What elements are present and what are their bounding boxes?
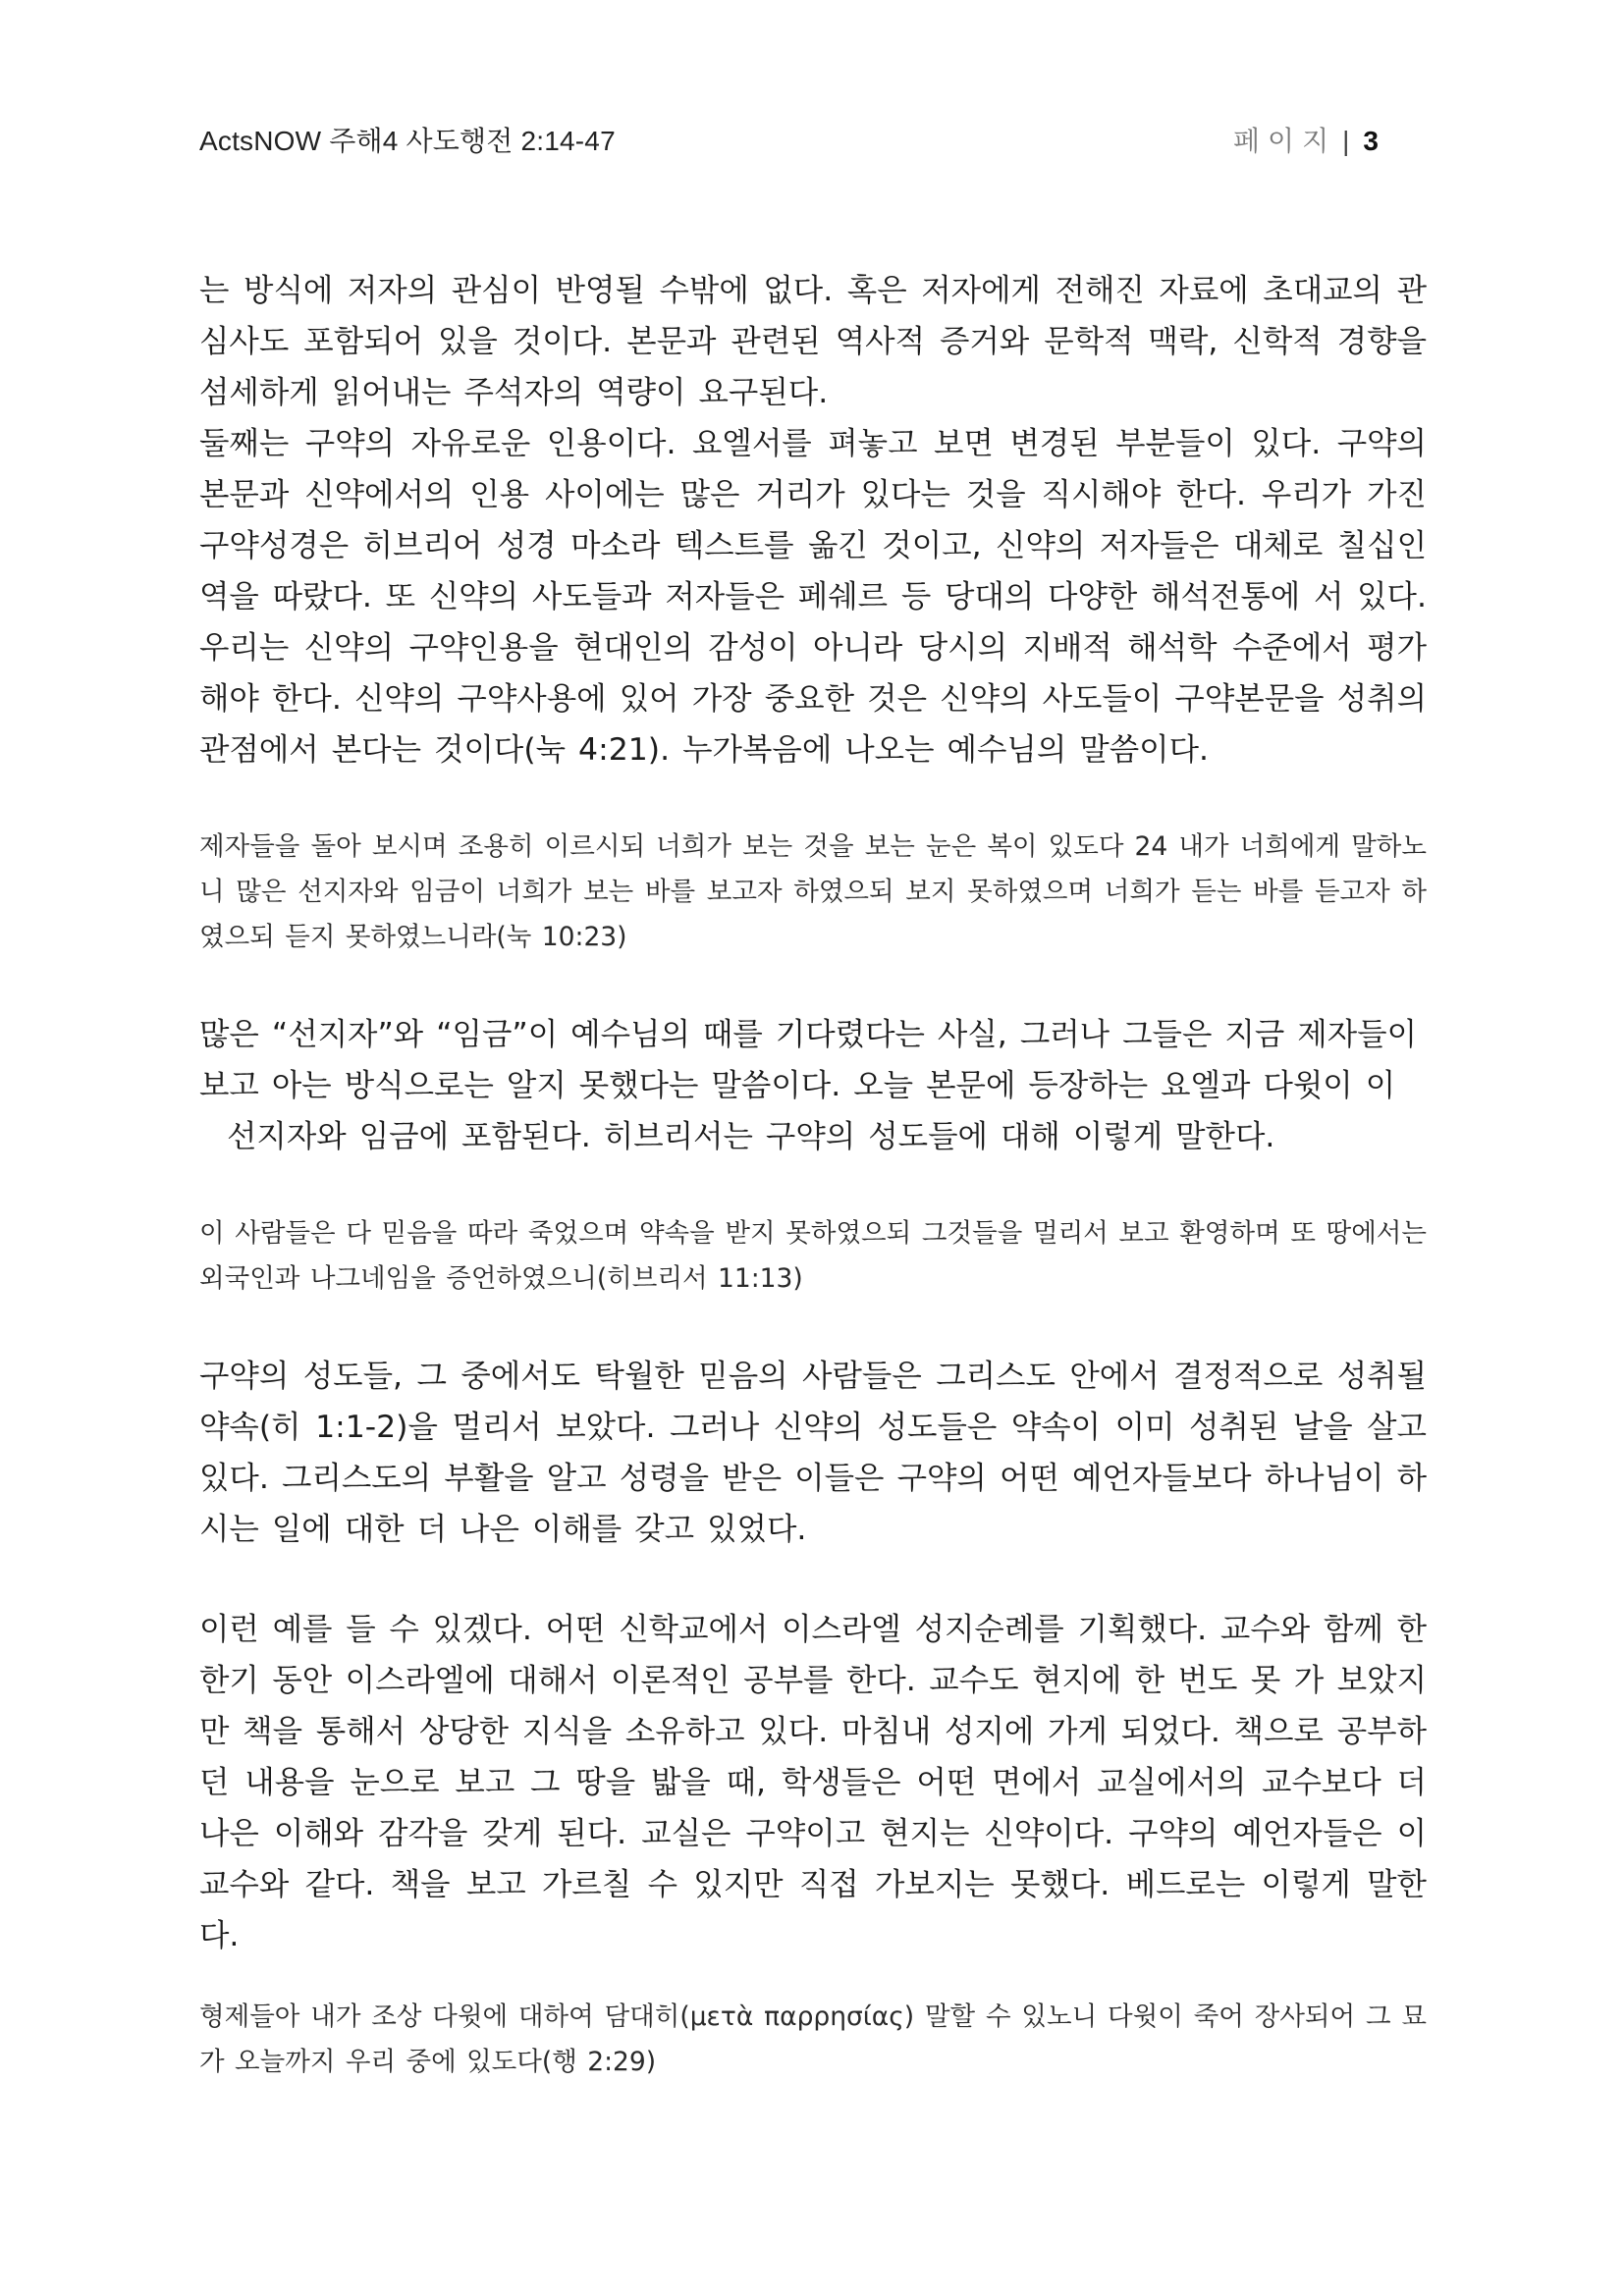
- paragraph-3-line-1: 많은 “선지자”와 “임금”이 예수님의 때를 기다렸다는 사실, 그러나 그들은 지금 제자들이: [199, 1017, 1418, 1052]
- spacer: [199, 1302, 1427, 1351]
- page-separator: |: [1342, 126, 1350, 156]
- spacer: [199, 1162, 1427, 1211]
- page-header: [199, 120, 1379, 163]
- document-title: ActsNOW 주해4 사도행전 2:14-47: [199, 126, 616, 156]
- paragraph-2: 둘째는 구약의 자유로운 인용이다. 요엘서를 펴놓고 보면 변경된 부분들이 있다. 구약의 본문과 신약에서의 인용 사이에는 많은 거리가 있다는 것을 직시해야 한다. 우리가 가진 구약성경은 히브리어 성경 마소라 텍스트를 옮긴 것이고, 신약의 저자들은 대체로 칠십인역을 따랐다. 또 신약의 사도들과 저자들은 페쉐르 등 당대의 다양한 해석전통에 서 있다. 우리는 신약의 구약인용을 현대인의 감성이 아니라 당시의 지배적 해석학 수준에서 평가해야 한다. 신약의 구약사용에 있어 가장 중요한 것은 신약의 사도들이 구약본문을 성취의 관점에서 본다는 것이다(눅 4:21). 누가복음에 나오는 예수님의 말씀이다.: [199, 426, 1427, 768]
- quote-luke: 제자들을 돌아 보시며 조용히 이르시되 너희가 보는 것을 보는 눈은 복이 있도다 24 내가 너희에게 말하노니 많은 선지자와 임금이 너희가 보는 바를 보고자 하였으되 보지 못하였으며 너희가 듣는 바를 듣고자 하였으되 듣지 못하였느니라(눅 10:23): [199, 831, 1427, 952]
- paragraph-3-line-3: 선지자와 임금에 포함된다. 히브리서는 구약의 성도들에 대해 이렇게 말한다.: [227, 1119, 1275, 1154]
- paragraph-5: 이런 예를 들 수 있겠다. 어떤 신학교에서 이스라엘 성지순례를 기획했다. 교수와 함께 한 한기 동안 이스라엘에 대해서 이론적인 공부를 한다. 교수도 현지에 한 번도 못 가 보았지만 책을 통해서 상당한 지식을 소유하고 있다. 마침내 성지에 가게 되었다. 책으로 공부하던 내용을 눈으로 보고 그 땅을 밟을 때, 학생들은 어떤 면에서 교실에서의 교수보다 더 나은 이해와 감각을 갖게 된다. 교실은 구약이고 현지는 신약이다. 구약의 예언자들은 이 교수와 같다. 책을 보고 가르칠 수 있지만 직접 가보지는 못했다. 베드로는 이렇게 말한다.: [199, 1612, 1427, 1953]
- document-body: [199, 265, 1427, 2085]
- spacer: [199, 960, 1427, 1009]
- spacer: [199, 1961, 1427, 1995]
- page-indicator: [1233, 120, 1379, 159]
- quote-hebrews: 이 사람들은 다 믿음을 따라 죽었으며 약속을 받지 못하였으되 그것들을 멀리서 보고 환영하며 또 땅에서는 외국인과 나그네임을 증언하였으니(히브리서 11:13): [199, 1218, 1427, 1294]
- paragraph-4: 구약의 성도들, 그 중에서도 탁월한 믿음의 사람들은 그리스도 안에서 결정적으로 성취될 약속(히 1:1-2)을 멀리서 보았다. 그러나 신약의 성도들은 약속이 이미 성취된 날을 살고 있다. 그리스도의 부활을 알고 성령을 받은 이들은 구약의 어떤 예언자들보다 하나님이 하시는 일에 대한 더 나은 이해를 갖고 있었다.: [199, 1359, 1427, 1547]
- page-label: 페이지: [1232, 126, 1337, 156]
- page-number: 3: [1363, 126, 1379, 156]
- spacer: [199, 775, 1427, 825]
- spacer: [199, 1555, 1427, 1604]
- paragraph-1: 는 방식에 저자의 관심이 반영될 수밖에 없다. 혹은 저자에게 전해진 자료에 초대교의 관심사도 포함되어 있을 것이다. 본문과 관련된 역사적 증거와 문학적 맥락, 신학적 경향을 섬세하게 읽어내는 주석자의 역량이 요구된다.: [199, 273, 1427, 410]
- paragraph-3-line-2: 보고 아는 방식으로는 알지 못했다는 말씀이다. 오늘 본문에 등장하는 요엘과 다윗이 이: [199, 1068, 1396, 1103]
- quote-acts: 형제들아 내가 조상 다윗에 대하여 담대히(μετὰ παρρησίας) 말할 수 있노니 다윗이 죽어 장사되어 그 묘가 오늘까지 우리 중에 있도다(행 2:29): [199, 2002, 1427, 2077]
- paragraph-3: [199, 1009, 1427, 1162]
